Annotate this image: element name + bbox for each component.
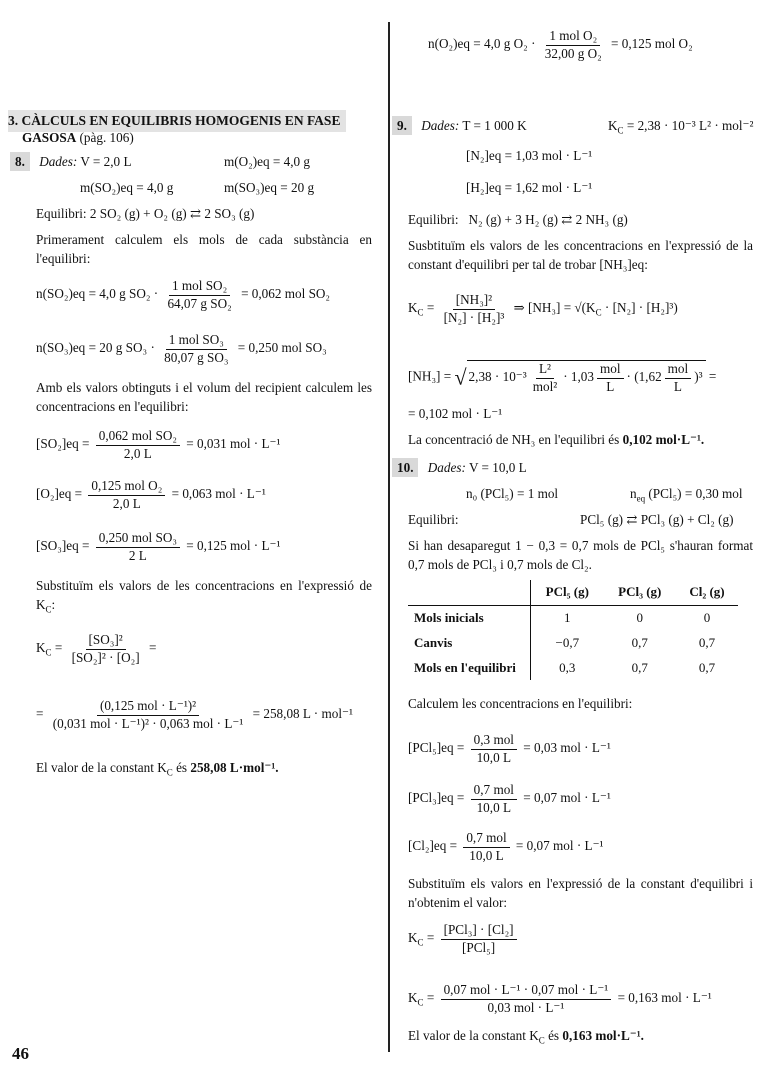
radicand-d: )³ [694, 369, 703, 385]
section-page-ref: (pàg. 106) [79, 130, 134, 145]
ex10-c-pcl5 [408, 732, 611, 766]
table-row [408, 605, 738, 630]
final-text: El valor de la constant K [36, 760, 167, 775]
fraction [441, 922, 517, 956]
kc-symbol: K [608, 118, 618, 133]
ex9-number: 9. [392, 116, 412, 135]
numerator: 0,7 mol [471, 782, 517, 800]
fraction [164, 278, 234, 312]
formula-result: = 0,063 mol · L⁻¹ [171, 486, 266, 502]
denominator: 0,03 mol · L⁻¹ [487, 999, 565, 1015]
formula-result: = 0,163 mol · L⁻¹ [617, 990, 712, 1006]
numerator: [PCl₃] · [Cl₂] [441, 922, 517, 940]
fraction [88, 478, 165, 512]
numerator: 0,7 mol [463, 830, 509, 848]
ex10-equilibrium-table [408, 580, 738, 680]
ex10-equilibrium: PCl₅ (g) ⇄ PCl₃ (g) + Cl₂ (g) [580, 512, 734, 527]
numerator: 0,062 mol SO₂ [96, 428, 180, 446]
ex9-result: = 0,102 mol · L⁻¹ [408, 406, 503, 421]
formula-left: n(SO₃)eq = 20 g SO₃ · [36, 340, 155, 356]
ex10-neq [630, 484, 743, 506]
kc-value: = 2,38 · 10⁻³ L² · mol⁻² [626, 118, 754, 133]
subscript-c: C [166, 767, 173, 778]
neq-symbol: n [630, 486, 637, 501]
ex8-c-so2 [36, 428, 280, 462]
formula-result: = 0,250 mol SO₃ [237, 340, 327, 356]
section-title-text: GASOSA [22, 130, 77, 145]
table-cell: 0,7 [631, 634, 648, 650]
ex8-c-o2 [36, 478, 266, 512]
ex10-kc-substitution: $K_C$ = $\frac{\text{0,07 mol · L⁻¹ · 0,07 mol · L⁻¹}}{\text{0,03 mol · L⁻¹}}$ = 0,163 mol · L⁻¹ [408, 982, 712, 1015]
formula-result: = 0,03 mol · L⁻¹ [523, 740, 611, 756]
kc-symbol: K [408, 300, 418, 316]
ex9-temperature: T = 1 000 K [462, 118, 527, 133]
numerator: L² [536, 361, 554, 379]
denominator: [SO₂]² · [O₂] [71, 649, 140, 665]
ex9-final [408, 430, 704, 449]
ex9-kc [608, 116, 753, 138]
table-row [408, 656, 738, 681]
equilibrium-label: Equilibri: [408, 212, 459, 227]
section-title-line1: 3. CÀLCULS EN EQUILIBRIS HOMOGENIS EN FASE [8, 113, 341, 128]
equilibrium-equation: N₂ (g) + 3 H₂ (g) ⇄ 2 NH₃ (g) [468, 212, 628, 227]
ex9-conc-n2: [N₂]eq = 1,03 mol · L⁻¹ [466, 148, 593, 163]
numerator: mol [597, 361, 624, 379]
final-mid: és [172, 760, 191, 775]
numerator: [NH₃]² [453, 292, 495, 310]
formula-result: = 0,07 mol · L⁻¹ [523, 790, 611, 806]
subscript-c: C [417, 307, 424, 318]
neq-value: (PCl₅) = 0,30 mol [645, 486, 743, 501]
ex10-dades-label: Dades: [427, 460, 466, 475]
formula-result: = 0,125 mol · L⁻¹ [186, 538, 281, 554]
fraction [441, 982, 612, 1016]
formula-left: n(O₂)eq = 4,0 g O₂ · [428, 36, 536, 52]
final-mid: és [544, 1028, 563, 1043]
denominator: 10,0 L [469, 847, 504, 863]
table-header: PCl₃ (g) [604, 580, 676, 605]
ex8-c-so3 [36, 530, 280, 564]
formula-result: = 0,125 mol O₂ [611, 36, 693, 52]
formula-left: [Cl₂]eq = [408, 838, 458, 854]
table-row-label: Canvis [408, 631, 531, 656]
fraction [471, 732, 517, 766]
ex10-equilibrium-label: Equilibri: [408, 512, 459, 527]
radicand-b: · 1,03 [563, 369, 594, 385]
fraction [96, 428, 180, 462]
final-value: 0,163 mol·L⁻¹. [562, 1028, 644, 1043]
table-header: PCl₅ (g) [531, 580, 604, 605]
page-number: 46 [12, 1044, 29, 1063]
ex8-n-so3 [36, 332, 327, 366]
denominator: L [606, 378, 615, 394]
numerator: [SO₃]² [86, 632, 126, 650]
ex9-paragraph-1: Susbtituïm els valors de les concentracions en l'expressió de la constant d'equilibri per tal de trobar [NH₃]eq: [408, 238, 753, 273]
n-o2-formula [428, 28, 693, 62]
ex9-conc-h2: [H₂]eq = 1,62 mol · L⁻¹ [466, 180, 593, 195]
table-cell: 0 [703, 609, 711, 625]
denominator: 2,0 L [123, 445, 152, 461]
ex8-number: 8. [10, 152, 30, 171]
kc-symbol: K [408, 930, 418, 946]
subscript-c: C [417, 997, 424, 1008]
numerator: 0,3 mol [471, 732, 517, 750]
table-row [408, 631, 738, 656]
ex8-paragraph-1: Primerament calculem els mols de cada substància en l'equilibri: [36, 232, 372, 267]
subscript-c: C [617, 125, 624, 136]
fraction [50, 698, 247, 732]
subscript-eq: eq [636, 493, 646, 504]
numerator: 1 mol O₂ [546, 28, 600, 46]
ex10-paragraph-3: Substituïm els valors en l'expressió de la constant d'equilibri i n'obtenim el valor: [408, 876, 753, 911]
denominator: 64,07 g SO₂ [167, 295, 232, 311]
ex8-equilibrium: Equilibri: 2 SO₂ (g) + O₂ (g) ⇄ 2 SO₃ (g) [36, 206, 255, 221]
numerator: (0,125 mol · L⁻¹)² [97, 698, 199, 716]
ex8-kc-expr: $K_C$ = $\frac{\text{[SO₃]²}}{\text{[SO₂]² · [O₂]}}$ = [36, 632, 157, 665]
fraction [665, 361, 692, 395]
denominator: [PCl₅] [461, 939, 496, 955]
table-cell: 0,3 [559, 659, 576, 675]
ex10-volume: V = 10,0 L [468, 460, 527, 475]
table-cell: −0,7 [555, 634, 580, 650]
formula-left: [NH₃] = [408, 368, 452, 384]
denominator: [N₂] · [H₂]³ [443, 309, 505, 325]
radical-sign: √ [454, 364, 467, 390]
section-title-line2 [22, 128, 134, 147]
ex10-number: 10. [392, 458, 418, 477]
table-cell: 1 [564, 609, 571, 625]
table-cell: 0,7 [698, 659, 716, 675]
ex10-c-pcl3 [408, 782, 611, 816]
formula-result: = 0,07 mol · L⁻¹ [515, 838, 604, 854]
ex10-paragraph-2: Calculem les concentracions en l'equilibri: [408, 696, 633, 711]
ex8-mass-so3: m(SO₃)eq = 20 g [224, 180, 315, 195]
numerator: 1 mol SO₂ [169, 278, 230, 296]
radicand-a: 2,38 · 10⁻³ [468, 369, 527, 385]
formula-left: [PCl₃]eq = [408, 790, 465, 806]
sqrt-expression-rest: · [N₂] · [H₂]³) [601, 300, 678, 316]
ex9-equilibrium [408, 210, 628, 229]
ex10-dades [392, 458, 527, 477]
subscript-c: C [538, 1035, 545, 1046]
table-row-label: Mols inicials [408, 605, 531, 630]
ex10-n0: n₀ (PCl₅) = 1 mol [466, 486, 559, 501]
formula-left: [SO₃]eq = [36, 538, 90, 554]
denominator: 10,0 L [476, 799, 512, 815]
denominator: mol² [532, 378, 558, 394]
fraction [597, 361, 624, 395]
table-header-row [408, 580, 738, 605]
formula-result: = 0,031 mol · L⁻¹ [186, 436, 281, 452]
final-value: 258,08 L·mol⁻¹. [190, 760, 279, 775]
denominator: 80,07 g SO₃ [164, 349, 229, 365]
radicand-c: · (1,62 [626, 369, 662, 385]
fraction [96, 530, 180, 564]
ex8-mass-so2: m(SO₂)eq = 4,0 g [80, 180, 174, 195]
ex9-kc-expr: $K_C$ = $\frac{\text{[NH₃]²}}{\text{[N₂] · [H₂]³}}$ ⇒ $[NH_3] = √(K_C \cdot [N_2] \cdot [H_2]^3)$ [408, 292, 678, 325]
fraction [69, 632, 143, 666]
numerator: 0,250 mol SO₃ [96, 530, 180, 548]
formula-left: [SO₂]eq = [36, 436, 90, 452]
denominator: 32,00 g O₂ [544, 45, 602, 61]
subscript-c: C [45, 604, 52, 615]
table-header: Cl₂ (g) [676, 580, 738, 605]
ex8-volume: V = 2,0 L [80, 154, 132, 169]
denominator: 2,0 L [112, 495, 141, 511]
denominator: L [673, 378, 682, 394]
numerator: mol [665, 361, 692, 379]
ex8-n-so2 [36, 278, 330, 312]
ex10-final [408, 1026, 644, 1048]
subscript-c: C [595, 307, 602, 318]
denominator: (0,031 mol · L⁻¹)² · 0,063 mol · L⁻¹ [52, 715, 244, 731]
formula-result: = 258,08 L · mol⁻¹ [252, 706, 353, 722]
fraction [161, 332, 231, 366]
fraction [463, 830, 509, 864]
ex8-paragraph-2: Amb els valors obtinguts i el volum del recipient calculem les concentracions en l'equilibri: [36, 380, 372, 415]
final-value: 0,102 mol·L⁻¹. [622, 432, 705, 447]
ex9-dades [392, 116, 527, 135]
subscript-c: C [45, 647, 52, 658]
denominator: 10,0 L [476, 749, 512, 765]
fraction [471, 782, 517, 816]
ex10-kc-expr: $K_C$ = $\frac{\text{[PCl₃] · [Cl₂]}}{\text{[PCl₅]}}$ [408, 922, 520, 956]
ex9-substitution [408, 360, 716, 395]
fraction [441, 292, 508, 326]
ex8-dades-label: Dades: [39, 154, 78, 169]
ex10-c-cl2 [408, 830, 604, 864]
ex9-dades-label: Dades: [421, 118, 460, 133]
formula-result: = 0,062 mol SO₂ [241, 286, 331, 302]
ex8-final [36, 758, 279, 780]
final-text: El valor de la constant K [408, 1028, 539, 1043]
sqrt-expression: ⇒ [NH₃] = √(K [513, 300, 596, 316]
fraction [530, 361, 560, 395]
table-cell: 0 [636, 609, 644, 625]
ex8-mass-o2: m(O₂)eq = 4,0 g [224, 154, 311, 169]
column-divider [388, 22, 390, 1052]
ex10-paragraph-1: Si han desaparegut 1 − 0,3 = 0,7 mols de PCl₅ s'hauran format 0,7 mols de PCl₃ i 0,7 mols de Cl₂. [408, 538, 753, 573]
radicand [467, 360, 706, 395]
ex8-p3-text: Substituïm els valors de les concentracions en l'expressió de K [36, 578, 372, 613]
table-header [408, 580, 531, 605]
formula-left: [PCl₅]eq = [408, 740, 465, 756]
fraction [542, 28, 605, 62]
kc-symbol: K [36, 640, 46, 656]
table-row-label: Mols en l'equilibri [408, 656, 531, 681]
denominator: 2 L [128, 547, 147, 563]
numerator: 0,07 mol · L⁻¹ · 0,07 mol · L⁻¹ [441, 982, 612, 1000]
ex8-paragraph-3: Substituïm els valors de les concentracions en l'expressió de $K_C$: [36, 578, 372, 615]
equals: = [708, 368, 717, 384]
ex8-dades [10, 152, 132, 171]
formula-left: n(SO₂)eq = 4,0 g SO₂ · [36, 286, 159, 302]
subscript-c: C [417, 937, 424, 948]
final-text: La concentració de NH₃ en l'equilibri és [408, 432, 623, 447]
numerator: 1 mol SO₃ [166, 332, 227, 350]
table-cell: 0,7 [698, 634, 716, 650]
kc-symbol: K [408, 990, 418, 1006]
table-cell: 0,7 [631, 659, 648, 675]
ex8-kc-substitution: = $\frac{\text{(0,125 mol · L⁻¹)²}}{\text{(0,031 mol · L⁻¹)² · 0,063 mol · L⁻¹}}$ = 258,08 L · mol⁻¹ [36, 698, 353, 731]
formula-left: [O₂]eq = [36, 486, 83, 502]
numerator: 0,125 mol O₂ [88, 478, 165, 496]
